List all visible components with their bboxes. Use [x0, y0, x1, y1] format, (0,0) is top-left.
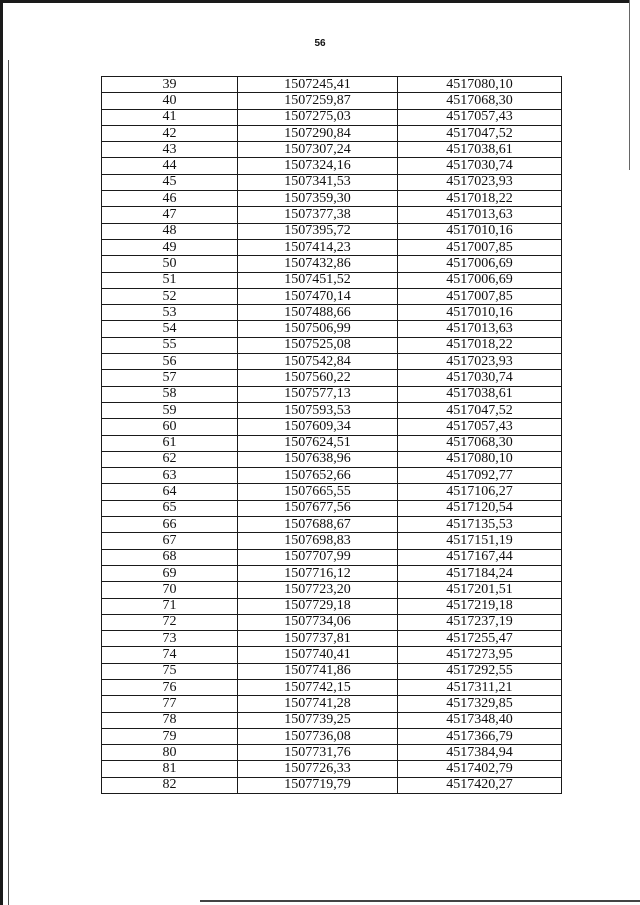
x-coordinate-cell: 1507723,20 — [238, 582, 398, 598]
x-coordinate-cell: 1507307,24 — [238, 142, 398, 158]
x-coordinate-cell: 1507677,56 — [238, 500, 398, 516]
point-number-cell: 49 — [102, 239, 238, 255]
y-coordinate-cell: 4517402,79 — [398, 761, 562, 777]
point-number-cell: 43 — [102, 142, 238, 158]
x-coordinate-cell: 1507506,99 — [238, 321, 398, 337]
point-number-cell: 78 — [102, 712, 238, 728]
point-number-cell: 41 — [102, 109, 238, 125]
x-coordinate-cell: 1507577,13 — [238, 386, 398, 402]
table-row — [102, 305, 562, 321]
point-number-cell: 80 — [102, 745, 238, 761]
y-coordinate-cell: 4517038,61 — [398, 142, 562, 158]
x-coordinate-cell: 1507741,86 — [238, 663, 398, 679]
y-coordinate-cell: 4517010,16 — [398, 305, 562, 321]
y-coordinate-cell: 4517420,27 — [398, 777, 562, 793]
table-row — [102, 549, 562, 565]
x-coordinate-cell: 1507290,84 — [238, 125, 398, 141]
table-row — [102, 142, 562, 158]
y-coordinate-cell: 4517018,22 — [398, 191, 562, 207]
x-coordinate-cell: 1507432,86 — [238, 256, 398, 272]
y-coordinate-cell: 4517120,54 — [398, 500, 562, 516]
point-number-cell: 61 — [102, 435, 238, 451]
table-row — [102, 451, 562, 467]
x-coordinate-cell: 1507593,53 — [238, 402, 398, 418]
point-number-cell: 72 — [102, 614, 238, 630]
y-coordinate-cell: 4517007,85 — [398, 288, 562, 304]
point-number-cell: 56 — [102, 354, 238, 370]
table-row — [102, 484, 562, 500]
y-coordinate-cell: 4517184,24 — [398, 565, 562, 581]
table-row — [102, 761, 562, 777]
x-coordinate-cell: 1507729,18 — [238, 598, 398, 614]
table-row — [102, 435, 562, 451]
table-row — [102, 533, 562, 549]
table-row — [102, 239, 562, 255]
point-number-cell: 62 — [102, 451, 238, 467]
y-coordinate-cell: 4517038,61 — [398, 386, 562, 402]
table-row — [102, 256, 562, 272]
table-row — [102, 631, 562, 647]
coordinates-table — [101, 76, 562, 794]
point-number-cell: 71 — [102, 598, 238, 614]
table-row — [102, 207, 562, 223]
x-coordinate-cell: 1507395,72 — [238, 223, 398, 239]
point-number-cell: 77 — [102, 696, 238, 712]
table-row — [102, 419, 562, 435]
point-number-cell: 44 — [102, 158, 238, 174]
x-coordinate-cell: 1507245,41 — [238, 77, 398, 93]
table-row — [102, 77, 562, 93]
x-coordinate-cell: 1507734,06 — [238, 614, 398, 630]
x-coordinate-cell: 1507688,67 — [238, 517, 398, 533]
x-coordinate-cell: 1507542,84 — [238, 354, 398, 370]
table-row — [102, 663, 562, 679]
table-row — [102, 158, 562, 174]
table-row — [102, 191, 562, 207]
x-coordinate-cell: 1507488,66 — [238, 305, 398, 321]
x-coordinate-cell: 1507259,87 — [238, 93, 398, 109]
y-coordinate-cell: 4517030,74 — [398, 370, 562, 386]
y-coordinate-cell: 4517007,85 — [398, 239, 562, 255]
x-coordinate-cell: 1507414,23 — [238, 239, 398, 255]
y-coordinate-cell: 4517057,43 — [398, 419, 562, 435]
x-coordinate-cell: 1507740,41 — [238, 647, 398, 663]
point-number-cell: 64 — [102, 484, 238, 500]
point-number-cell: 39 — [102, 77, 238, 93]
scan-edge-left — [0, 0, 3, 905]
x-coordinate-cell: 1507742,15 — [238, 679, 398, 695]
point-number-cell: 81 — [102, 761, 238, 777]
y-coordinate-cell: 4517013,63 — [398, 207, 562, 223]
x-coordinate-cell: 1507665,55 — [238, 484, 398, 500]
point-number-cell: 57 — [102, 370, 238, 386]
point-number-cell: 68 — [102, 549, 238, 565]
x-coordinate-cell: 1507726,33 — [238, 761, 398, 777]
table-row — [102, 614, 562, 630]
y-coordinate-cell: 4517006,69 — [398, 272, 562, 288]
y-coordinate-cell: 4517068,30 — [398, 93, 562, 109]
point-number-cell: 51 — [102, 272, 238, 288]
x-coordinate-cell: 1507341,53 — [238, 174, 398, 190]
x-coordinate-cell: 1507609,34 — [238, 419, 398, 435]
y-coordinate-cell: 4517057,43 — [398, 109, 562, 125]
point-number-cell: 58 — [102, 386, 238, 402]
x-coordinate-cell: 1507275,03 — [238, 109, 398, 125]
point-number-cell: 75 — [102, 663, 238, 679]
y-coordinate-cell: 4517329,85 — [398, 696, 562, 712]
point-number-cell: 65 — [102, 500, 238, 516]
table-row — [102, 174, 562, 190]
table-row — [102, 712, 562, 728]
point-number-cell: 42 — [102, 125, 238, 141]
x-coordinate-cell: 1507560,22 — [238, 370, 398, 386]
y-coordinate-cell: 4517255,47 — [398, 631, 562, 647]
y-coordinate-cell: 4517273,95 — [398, 647, 562, 663]
point-number-cell: 63 — [102, 468, 238, 484]
point-number-cell: 54 — [102, 321, 238, 337]
point-number-cell: 74 — [102, 647, 238, 663]
scan-edge-left-inner — [8, 60, 9, 905]
y-coordinate-cell: 4517092,77 — [398, 468, 562, 484]
y-coordinate-cell: 4517219,18 — [398, 598, 562, 614]
x-coordinate-cell: 1507739,25 — [238, 712, 398, 728]
table-row — [102, 288, 562, 304]
y-coordinate-cell: 4517010,16 — [398, 223, 562, 239]
point-number-cell: 52 — [102, 288, 238, 304]
table-row — [102, 321, 562, 337]
y-coordinate-cell: 4517018,22 — [398, 337, 562, 353]
table-row — [102, 517, 562, 533]
y-coordinate-cell: 4517237,19 — [398, 614, 562, 630]
y-coordinate-cell: 4517106,27 — [398, 484, 562, 500]
y-coordinate-cell: 4517311,21 — [398, 679, 562, 695]
y-coordinate-cell: 4517080,10 — [398, 451, 562, 467]
y-coordinate-cell: 4517013,63 — [398, 321, 562, 337]
y-coordinate-cell: 4517006,69 — [398, 256, 562, 272]
table-row — [102, 728, 562, 744]
x-coordinate-cell: 1507359,30 — [238, 191, 398, 207]
point-number-cell: 70 — [102, 582, 238, 598]
table-row — [102, 647, 562, 663]
table-row — [102, 696, 562, 712]
x-coordinate-cell: 1507324,16 — [238, 158, 398, 174]
point-number-cell: 50 — [102, 256, 238, 272]
x-coordinate-cell: 1507716,12 — [238, 565, 398, 581]
point-number-cell: 73 — [102, 631, 238, 647]
y-coordinate-cell: 4517047,52 — [398, 125, 562, 141]
table-row — [102, 679, 562, 695]
point-number-cell: 60 — [102, 419, 238, 435]
point-number-cell: 55 — [102, 337, 238, 353]
x-coordinate-cell: 1507741,28 — [238, 696, 398, 712]
y-coordinate-cell: 4517292,55 — [398, 663, 562, 679]
y-coordinate-cell: 4517366,79 — [398, 728, 562, 744]
point-number-cell: 67 — [102, 533, 238, 549]
y-coordinate-cell: 4517030,74 — [398, 158, 562, 174]
point-number-cell: 76 — [102, 679, 238, 695]
x-coordinate-cell: 1507638,96 — [238, 451, 398, 467]
table-row — [102, 386, 562, 402]
table-row — [102, 223, 562, 239]
point-number-cell: 40 — [102, 93, 238, 109]
scan-edge-right — [629, 0, 630, 170]
y-coordinate-cell: 4517080,10 — [398, 77, 562, 93]
table-row — [102, 370, 562, 386]
table-row — [102, 565, 562, 581]
coordinates-table-body — [102, 77, 562, 794]
point-number-cell: 45 — [102, 174, 238, 190]
y-coordinate-cell: 4517047,52 — [398, 402, 562, 418]
x-coordinate-cell: 1507525,08 — [238, 337, 398, 353]
x-coordinate-cell: 1507470,14 — [238, 288, 398, 304]
table-row — [102, 93, 562, 109]
y-coordinate-cell: 4517167,44 — [398, 549, 562, 565]
y-coordinate-cell: 4517348,40 — [398, 712, 562, 728]
table-row — [102, 777, 562, 793]
scan-edge-top — [0, 0, 630, 3]
x-coordinate-cell: 1507624,51 — [238, 435, 398, 451]
point-number-cell: 46 — [102, 191, 238, 207]
y-coordinate-cell: 4517023,93 — [398, 354, 562, 370]
y-coordinate-cell: 4517151,19 — [398, 533, 562, 549]
x-coordinate-cell: 1507707,99 — [238, 549, 398, 565]
y-coordinate-cell: 4517068,30 — [398, 435, 562, 451]
x-coordinate-cell: 1507736,08 — [238, 728, 398, 744]
x-coordinate-cell: 1507652,66 — [238, 468, 398, 484]
table-row — [102, 745, 562, 761]
table-row — [102, 468, 562, 484]
table-row — [102, 500, 562, 516]
point-number-cell: 79 — [102, 728, 238, 744]
y-coordinate-cell: 4517135,53 — [398, 517, 562, 533]
table-row — [102, 109, 562, 125]
table-row — [102, 337, 562, 353]
x-coordinate-cell: 1507737,81 — [238, 631, 398, 647]
x-coordinate-cell: 1507377,38 — [238, 207, 398, 223]
y-coordinate-cell: 4517023,93 — [398, 174, 562, 190]
table-row — [102, 582, 562, 598]
point-number-cell: 59 — [102, 402, 238, 418]
x-coordinate-cell: 1507731,76 — [238, 745, 398, 761]
table-row — [102, 125, 562, 141]
point-number-cell: 47 — [102, 207, 238, 223]
page-number: 56 — [314, 38, 326, 49]
point-number-cell: 66 — [102, 517, 238, 533]
x-coordinate-cell: 1507451,52 — [238, 272, 398, 288]
x-coordinate-cell: 1507698,83 — [238, 533, 398, 549]
table-row — [102, 354, 562, 370]
point-number-cell: 48 — [102, 223, 238, 239]
scan-edge-bottom — [200, 900, 640, 902]
point-number-cell: 82 — [102, 777, 238, 793]
x-coordinate-cell: 1507719,79 — [238, 777, 398, 793]
point-number-cell: 69 — [102, 565, 238, 581]
y-coordinate-cell: 4517201,51 — [398, 582, 562, 598]
table-row — [102, 402, 562, 418]
table-row — [102, 272, 562, 288]
y-coordinate-cell: 4517384,94 — [398, 745, 562, 761]
table-row — [102, 598, 562, 614]
point-number-cell: 53 — [102, 305, 238, 321]
